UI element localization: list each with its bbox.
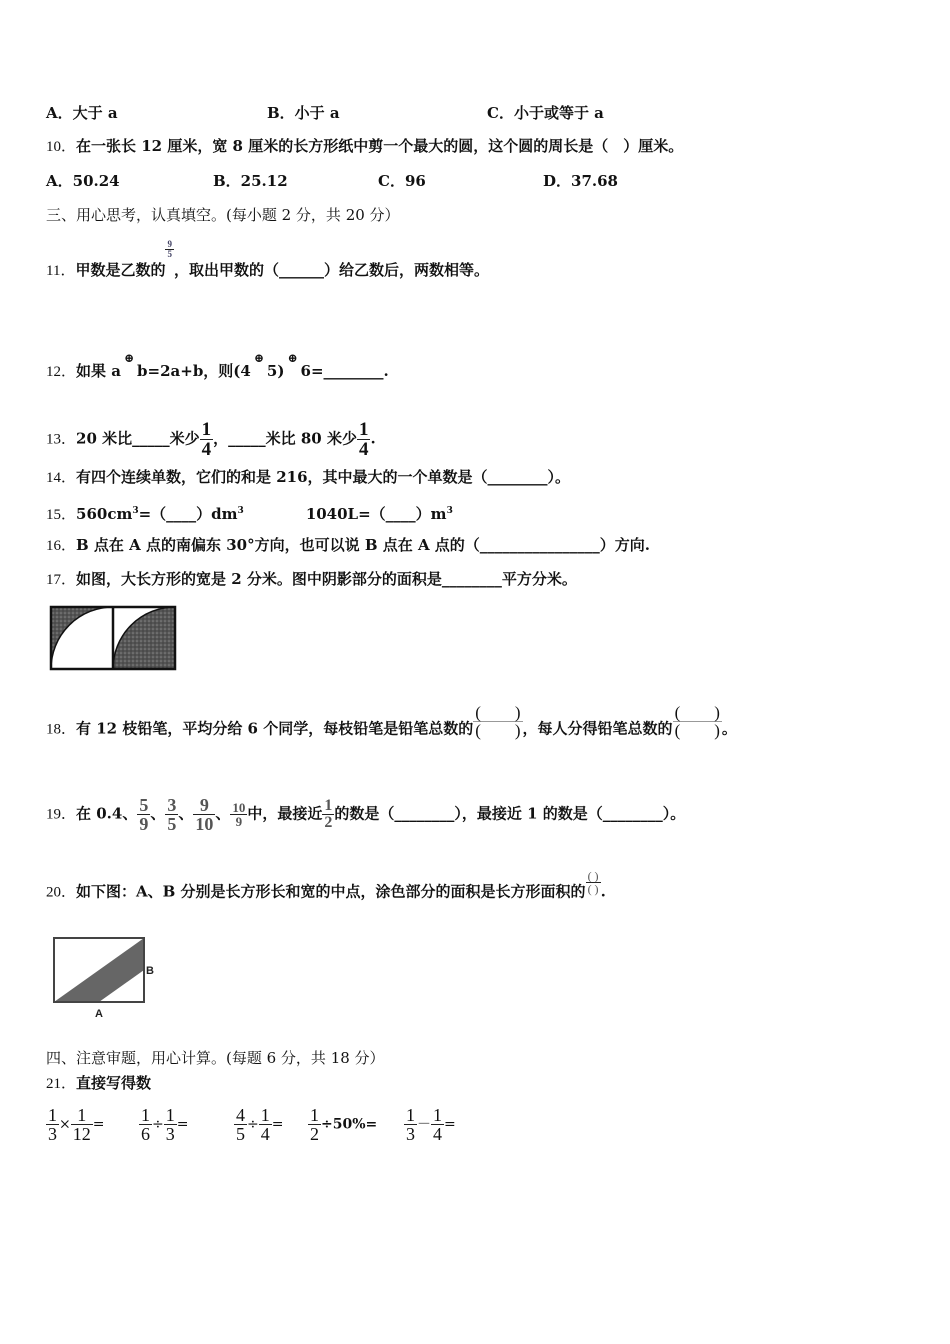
fraction: $\frac{1}{4}$ (433, 1105, 442, 1144)
question-13: 13．20 米比_____米少 $\frac{1}{4}$ ，_____米比 80 米少 $\frac{1}{4}$ . (46, 419, 376, 460)
fraction: $\frac{1}{3}$ (165, 1105, 175, 1144)
fraction-3-5: $\frac{3}{5}$ (167, 795, 177, 834)
calc-item-5: $\frac{1}{3}$ － $\frac{1}{4}$ = (406, 1105, 456, 1144)
fraction-1-4: $\frac{1}{4}$ (201, 419, 212, 460)
fraction-5-9: $\frac{5}{9}$ (139, 795, 149, 834)
fraction: $\frac{1}{2}$ (310, 1105, 319, 1144)
question-19: 19．在 0.4、 $\frac{5}{9}$ 、 $\frac{3}{5}$ 、 $\frac{9}{10}$ 、 $\frac{10}{9}$ 中，最接近 $\frac{1}{2}$ 的数是（________），最接近 1 的数是（________）。 (46, 795, 686, 834)
question-14: 14．有四个连续单数，它们的和是 216，其中最大的一个单数是（________）。 (46, 468, 571, 486)
section-3-heading: 三、用心思考，认真填空。(每小题 2 分，共 20 分） (46, 206, 400, 224)
circled-plus-icon: ⊕ (253, 351, 264, 365)
question-17: 17．如图，大长方形的宽是 2 分米。图中阴影部分的面积是________平方分米。 (46, 570, 577, 588)
question-20: 20．如下图：A、B 分别是长方形长和宽的中点，涂色部分的面积是长方形面积的 $\frac{( )}{( )}$ . (46, 869, 606, 901)
fraction: $\frac{1}{6}$ (141, 1105, 150, 1144)
question-16: 16．B 点在 A 点的南偏东 30°方向，也可以说 B 点在 A 点的（________________）方向. (46, 536, 651, 554)
calc-item-4: $\frac{1}{2}$ ÷50%= (310, 1105, 378, 1144)
point-a-label: A (95, 1008, 103, 1020)
fraction-9-5: $\frac{9}{5}$ (167, 238, 172, 259)
fraction-1-2: $\frac{1}{2}$ (324, 797, 333, 831)
blank-fraction: $\frac{( )}{( )}$ (475, 703, 521, 740)
section-4-heading: 四、注意审题，用心计算。(每题 6 分，共 18 分） (46, 1049, 385, 1067)
fraction: $\frac{1}{4}$ (260, 1105, 270, 1144)
question-12: 12．如果 a⊕b=2a+b，则(4⊕5)⊕6=________. (46, 351, 389, 380)
question-21: 21．直接写得数 (46, 1074, 152, 1092)
rectangle-midpoint-figure (48, 934, 160, 1020)
question-11: 11．甲数是乙数的 $\frac{9}{5}$ ，取出甲数的（______）给乙数后，两数相等。 (46, 238, 489, 279)
fraction-9-10: $\frac{9}{10}$ (195, 795, 214, 834)
q9-option-a: A．大于 a (46, 104, 118, 122)
fraction: $\frac{4}{5}$ (236, 1105, 245, 1144)
fraction: $\frac{1}{3}$ (406, 1105, 415, 1144)
question-18: 18．有 12 枝铅笔，平均分给 6 个同学，每枝铅笔是铅笔总数的 $\frac{( )}{( )}$ ，每人分得铅笔总数的 $\frac{( )}{( )}$ 。 (46, 712, 737, 747)
blank-fraction: $\frac{( )}{( )}$ (674, 703, 720, 740)
circled-plus-icon: ⊕ (287, 351, 298, 365)
point-b-label: B (146, 965, 154, 977)
question-15: 15．$560cm^3=(\_\_\_\_)dm^3$ $1040L=(\_\_\_\_)m^3$ (46, 505, 453, 523)
calc-item-2: $\frac{1}{6}$ ÷ $\frac{1}{3}$ = (141, 1105, 189, 1144)
q10-option-c: C．96 (378, 172, 426, 190)
q10-option-d: D．37.68 (543, 172, 618, 190)
calc-item-3: $\frac{4}{5}$ ÷ $\frac{1}{4}$ = (236, 1105, 284, 1144)
calc-item-1: $\frac{1}{3}$ × $\frac{1}{12}$ = (48, 1105, 105, 1144)
quarter-circle-figure (48, 604, 180, 672)
fraction: $\frac{1}{12}$ (72, 1105, 91, 1144)
fraction: $\frac{1}{3}$ (48, 1105, 57, 1144)
q10-option-a: A．50.24 (46, 172, 120, 190)
q9-option-c: C．小于或等于 a (487, 104, 604, 122)
fraction-1-4: $\frac{1}{4}$ (358, 419, 369, 460)
fraction-10-9: $\frac{10}{9}$ (232, 800, 246, 829)
question-10: 10．在一张长 12 厘米，宽 8 厘米的长方形纸中剪一个最大的圆，这个圆的周长是（ ）厘米。 (46, 137, 684, 155)
blank-fraction: $\frac{( )}{( )}$ (587, 869, 599, 896)
circled-plus-icon: ⊕ (123, 351, 135, 365)
q10-option-b: B．25.12 (213, 172, 288, 190)
q9-option-b: B．小于 a (267, 104, 340, 122)
